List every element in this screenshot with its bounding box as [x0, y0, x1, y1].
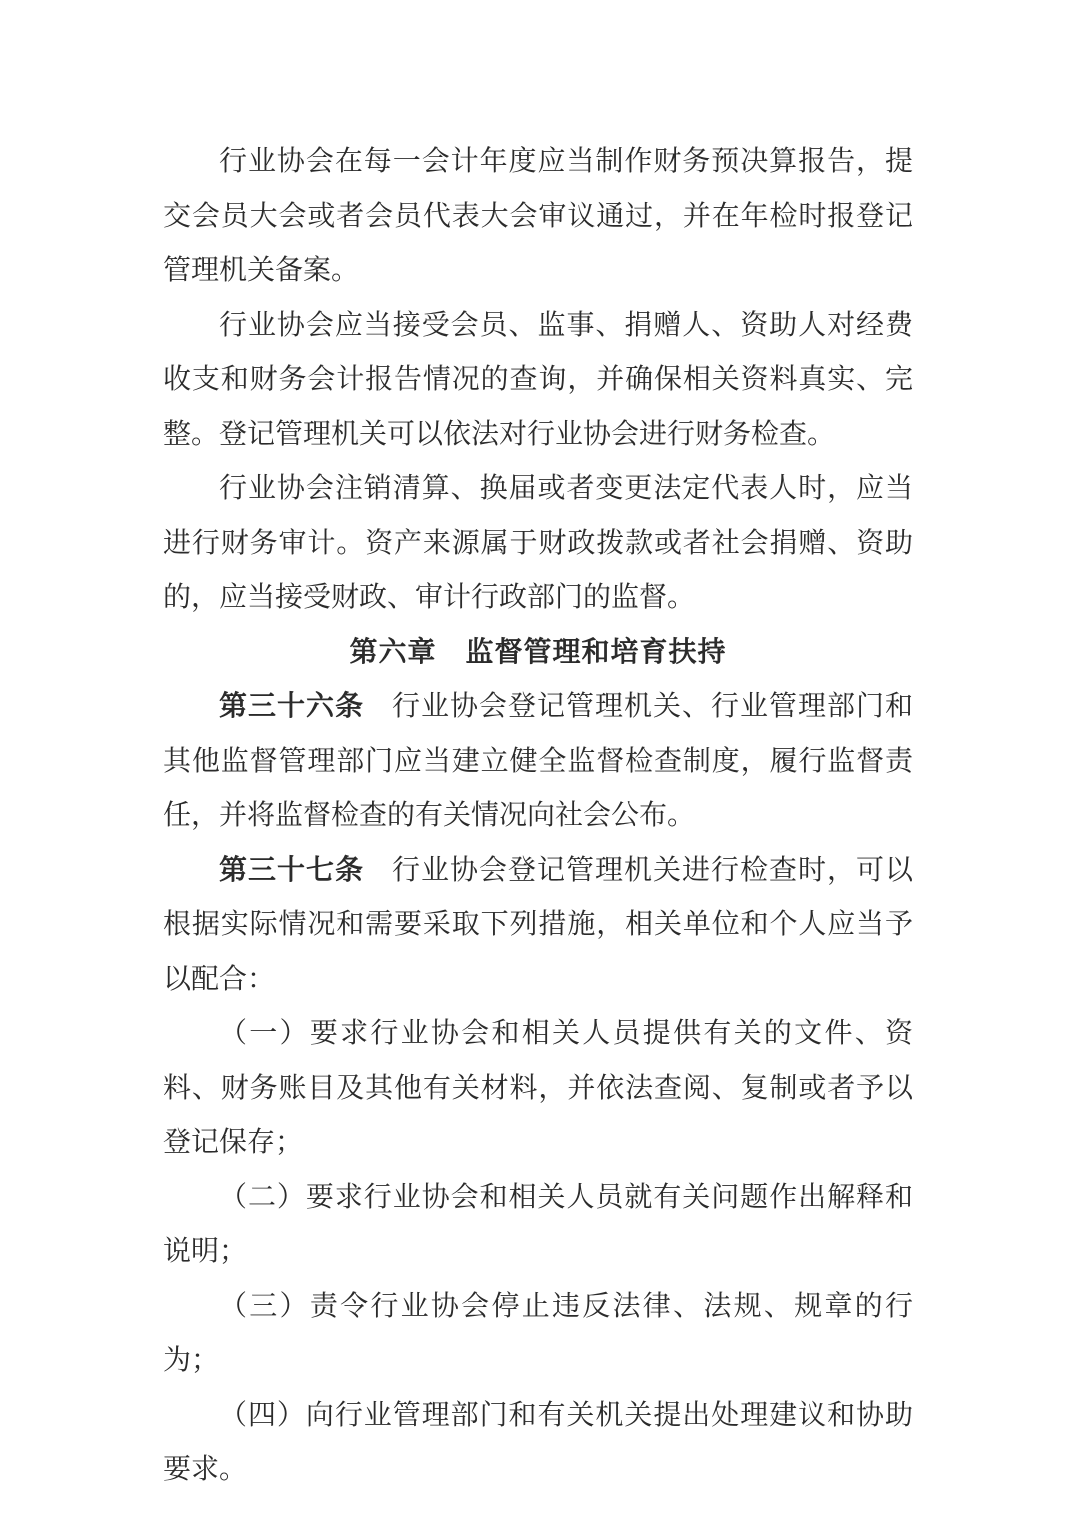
article-36	[163, 679, 913, 843]
paragraph-audit: 行业协会注销清算、换届或者变更法定代表人时，应当进行财务审计。资产来源属于财政拨款或者社会捐赠、资助的，应当接受财政、审计行政部门的监督。	[163, 471, 913, 613]
paragraph-member-inquiry: 行业协会应当接受会员、监事、捐赠人、资助人对经费收支和财务会计报告情况的查询，并确保相关资料真实、完整。登记管理机关可以依法对行业协会进行财务检查。	[163, 307, 913, 450]
list-item: （四）向行业管理部门和有关机关提出处理建议和协助要求。	[163, 1397, 913, 1485]
article-37-text: 行业协会登记管理机关进行检查时，可以根据实际情况和需要采取下列措施，相关单位和个人应当予以配合：	[163, 852, 913, 995]
article-37-number: 第三十七条	[219, 852, 364, 886]
article-36-text: 行业协会登记管理机关、行业管理部门和其他监督管理部门应当建立健全监督检查制度，履行监督责任，并将监督检查的有关情况向社会公布。	[163, 689, 913, 831]
article-37	[163, 843, 913, 1007]
document-page	[163, 134, 913, 1497]
list-item: （三）责令行业协会停止违反法律、法规、规章的行为；	[163, 1288, 913, 1376]
article-36-number: 第三十六条	[219, 689, 364, 722]
chapter-title: 第六章 监督管理和培育扶持	[349, 634, 727, 668]
paragraph-financial-report: 行业协会在每一会计年度应当制作财务预决算报告，提交会员大会或者会员代表大会审议通过，并在年检时报登记管理机关备案。	[163, 144, 913, 286]
list-item: （一）要求行业协会和相关人员提供有关的文件、资料、财务账目及其他有关材料，并依法查阅、复制或者予以登记保存；	[163, 1016, 913, 1158]
list-item: （二）要求行业协会和相关人员就有关问题作出解释和说明；	[163, 1179, 913, 1267]
